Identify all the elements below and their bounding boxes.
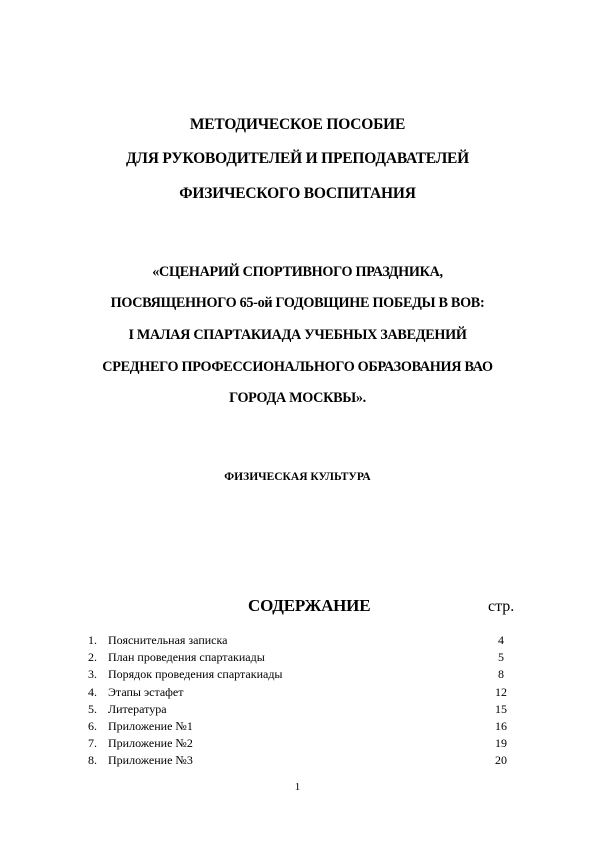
toc-item-page: 15 (495, 701, 507, 716)
title-line-1: МЕТОДИЧЕСКОЕ ПОСОБИЕ (189, 116, 406, 133)
toc-item-label: Приложение №2 (108, 736, 193, 751)
toc-item-number: 4. (88, 684, 97, 699)
toc-item (88, 718, 528, 735)
scenario-line-5: ГОРОДА МОСКВЫ». (229, 390, 366, 406)
toc-item (88, 632, 528, 649)
scenario-line-1: «СЦЕНАРИЙ СПОРТИВНОГО ПРАЗДНИКА, (152, 264, 443, 280)
toc-item-page: 20 (495, 753, 507, 768)
toc-item (88, 752, 528, 769)
toc-item-page: 4 (498, 633, 504, 647)
subject-title: ФИЗИЧЕСКАЯ КУЛЬТУРА (224, 471, 371, 483)
toc-item-label: Порядок проведения спартакиады (108, 667, 283, 682)
toc-item-number: 5. (88, 701, 97, 716)
toc-item-page: 8 (498, 667, 504, 682)
toc-item-number: 3. (88, 667, 97, 682)
toc-item-number: 1. (88, 633, 97, 647)
scenario-line-4: СРЕДНЕГО ПРОФЕССИОНАЛЬНОГО ОБРАЗОВАНИЯ ВАО (102, 359, 493, 375)
toc-item (88, 701, 528, 718)
toc-item-page: 12 (495, 684, 507, 699)
scenario-line-3: I МАЛАЯ СПАРТАКИАДА УЧЕБНЫХ ЗАВЕДЕНИЙ (128, 327, 467, 343)
toc-item-label: Приложение №1 (108, 718, 193, 733)
toc-item-number: 8. (88, 753, 97, 768)
toc-item-page: 5 (498, 650, 504, 665)
toc-item-number: 6. (88, 718, 97, 733)
title-line-3: ФИЗИЧЕСКОГО ВОСПИТАНИЯ (179, 185, 416, 202)
toc-item (88, 649, 528, 666)
toc-item-page: 19 (495, 736, 507, 751)
toc-item-label: Литература (108, 701, 167, 716)
toc-item-number: 2. (88, 650, 97, 665)
toc-page-column-heading: стр. (488, 598, 515, 615)
page-number: 1 (294, 781, 301, 793)
scenario-line-2: ПОСВЯЩЕННОГО 65-ой ГОДОВЩИНЕ ПОБЕДЫ В ВОВ: (110, 295, 485, 311)
toc-heading: СОДЕРЖАНИЕ (248, 596, 371, 615)
toc-item-label: План проведения спартакиады (108, 650, 265, 665)
toc-item-label: Пояснительная записка (108, 633, 228, 647)
toc-item (88, 735, 528, 752)
toc-item (88, 666, 528, 683)
toc-item-label: Приложение №3 (108, 753, 193, 768)
title-line-2: ДЛЯ РУКОВОДИТЕЛЕЙ И ПРЕПОДАВАТЕЛЕЙ (125, 150, 470, 167)
toc-item-number: 7. (88, 736, 97, 751)
toc-list (88, 632, 528, 770)
toc-item (88, 684, 528, 701)
toc-item-page: 16 (495, 718, 507, 733)
toc-item-label: Этапы эстафет (108, 684, 184, 699)
